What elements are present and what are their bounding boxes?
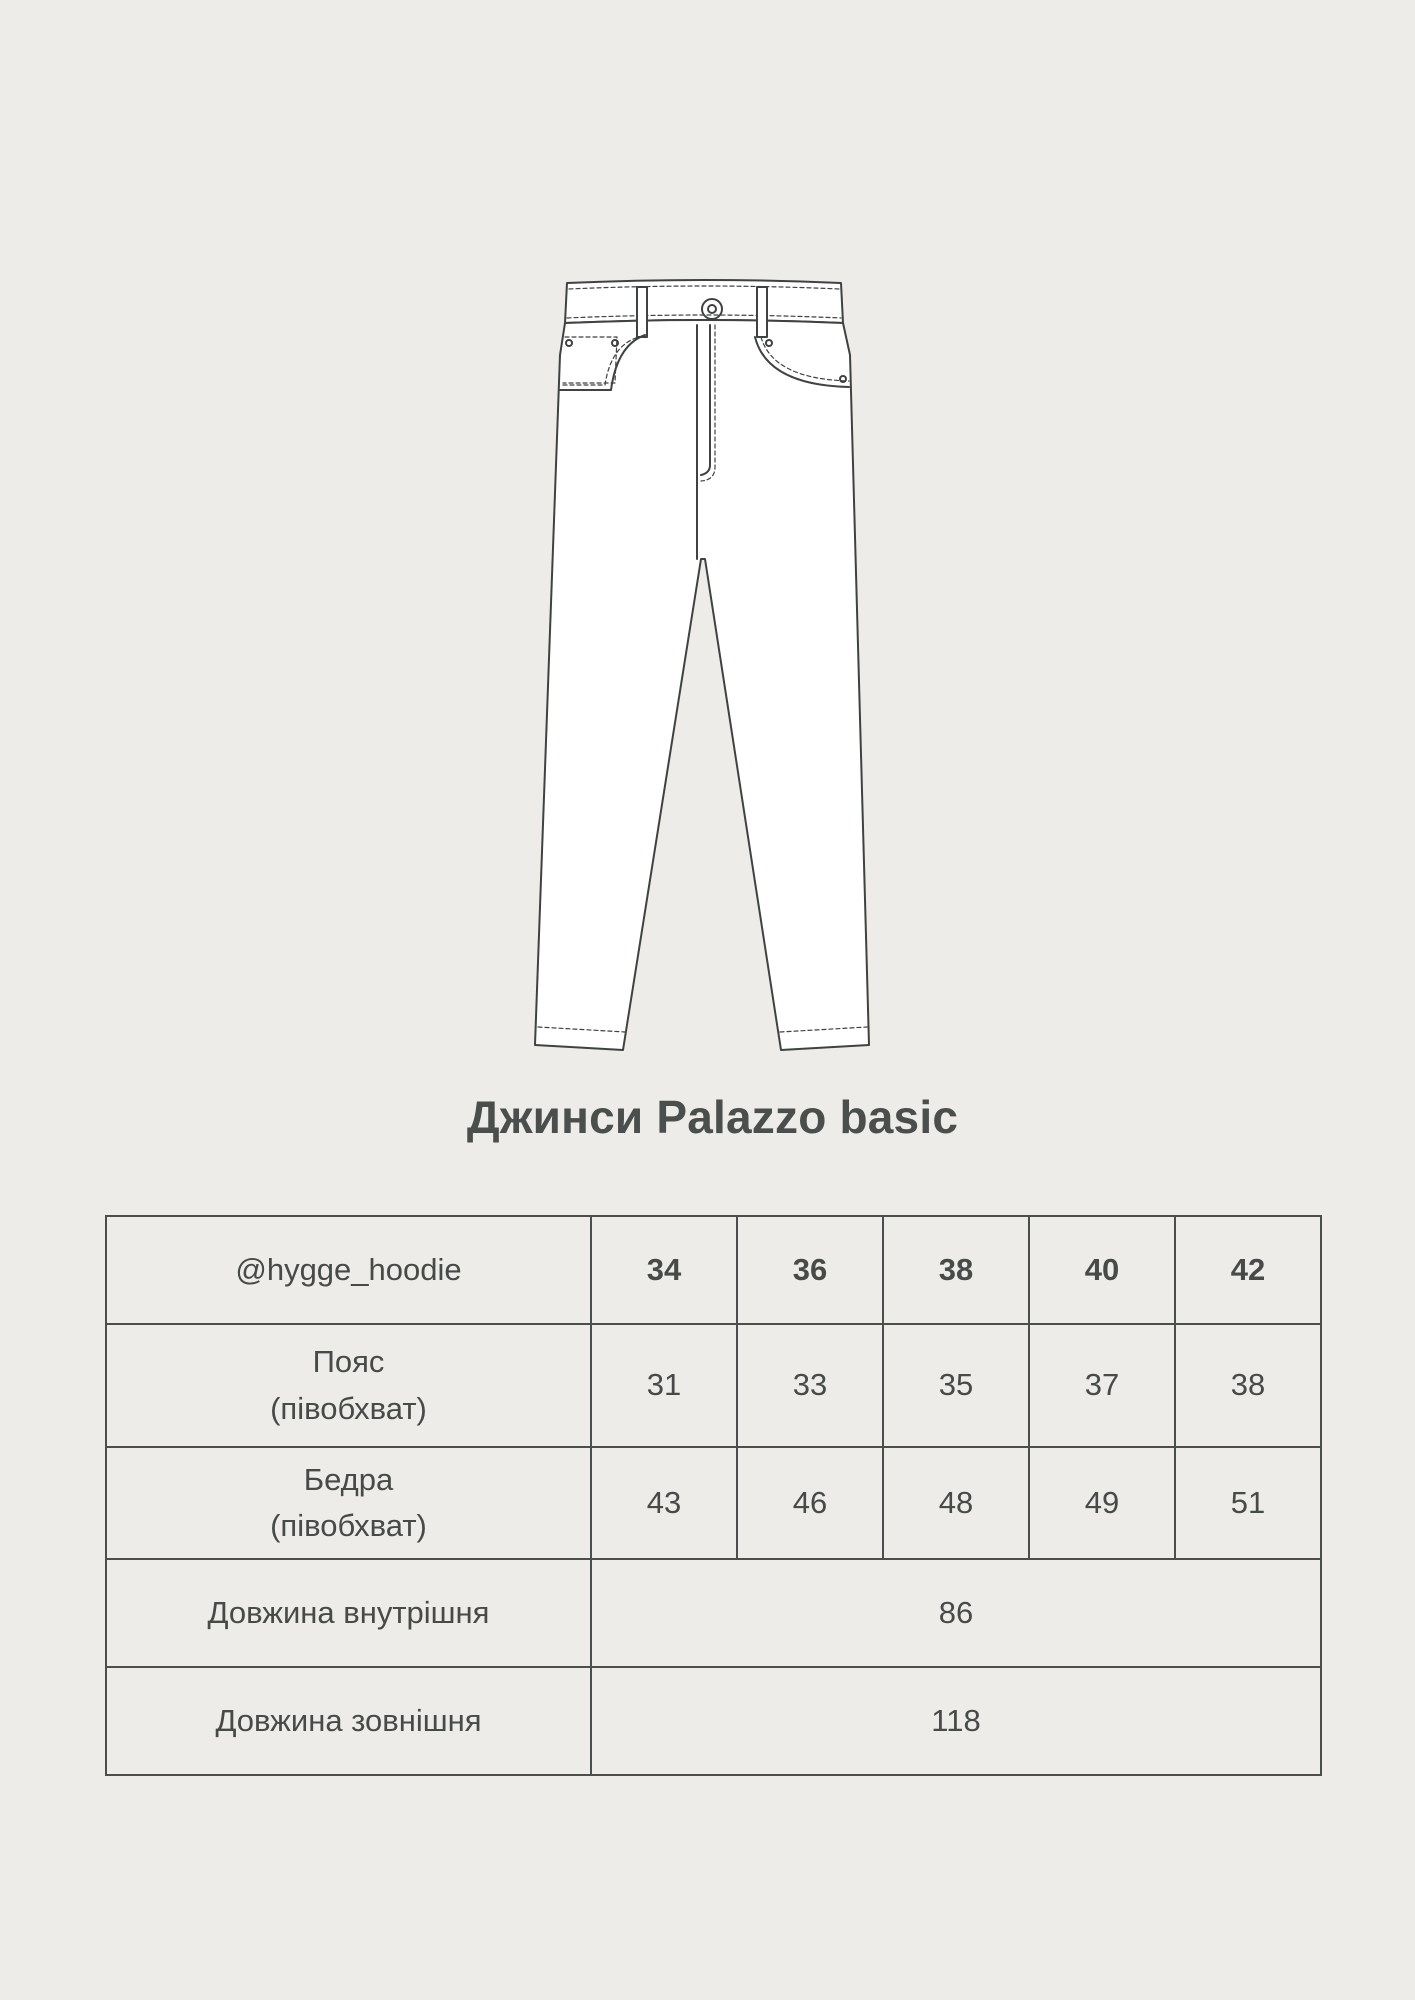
table-cell: 48 bbox=[883, 1447, 1029, 1559]
table-cell: 38 bbox=[1175, 1324, 1321, 1447]
size-header-row bbox=[106, 1216, 1321, 1324]
table-cell: 46 bbox=[737, 1447, 883, 1559]
table-cell: 33 bbox=[737, 1324, 883, 1447]
table-cell: 35 bbox=[883, 1324, 1029, 1447]
row-label-line: (півобхват) bbox=[270, 1508, 427, 1543]
table-row-hips bbox=[106, 1447, 1321, 1559]
product-title: Джинси Palazzo basic bbox=[466, 1091, 959, 1143]
size-heading: 40 bbox=[1029, 1216, 1175, 1324]
size-heading: 34 bbox=[591, 1216, 737, 1324]
row-label-inseam: Довжина внутрішня bbox=[106, 1559, 591, 1667]
row-label-hips bbox=[106, 1447, 591, 1559]
brand-handle: @hygge_hoodie bbox=[106, 1216, 591, 1324]
table-row-inseam bbox=[106, 1559, 1321, 1667]
table-cell: 49 bbox=[1029, 1447, 1175, 1559]
table-cell-inseam: 86 bbox=[591, 1559, 1321, 1667]
row-label-line: Пояс bbox=[312, 1344, 385, 1379]
table-row-outseam bbox=[106, 1667, 1321, 1775]
table-cell: 31 bbox=[591, 1324, 737, 1447]
size-heading: 36 bbox=[737, 1216, 883, 1324]
table-cell-outseam: 118 bbox=[591, 1667, 1321, 1775]
size-heading: 42 bbox=[1175, 1216, 1321, 1324]
size-heading: 38 bbox=[883, 1216, 1029, 1324]
table-cell: 37 bbox=[1029, 1324, 1175, 1447]
row-label-waist bbox=[106, 1324, 591, 1447]
table-cell: 51 bbox=[1175, 1447, 1321, 1559]
table-row-waist bbox=[106, 1324, 1321, 1447]
table-cell: 43 bbox=[591, 1447, 737, 1559]
size-chart-table bbox=[105, 1215, 1322, 1776]
row-label-outseam: Довжина зовнішня bbox=[106, 1667, 591, 1775]
jeans-flat-sketch-icon bbox=[505, 275, 905, 1060]
row-label-line: (півобхват) bbox=[270, 1390, 427, 1426]
row-label-line: Бедра bbox=[303, 1461, 394, 1497]
